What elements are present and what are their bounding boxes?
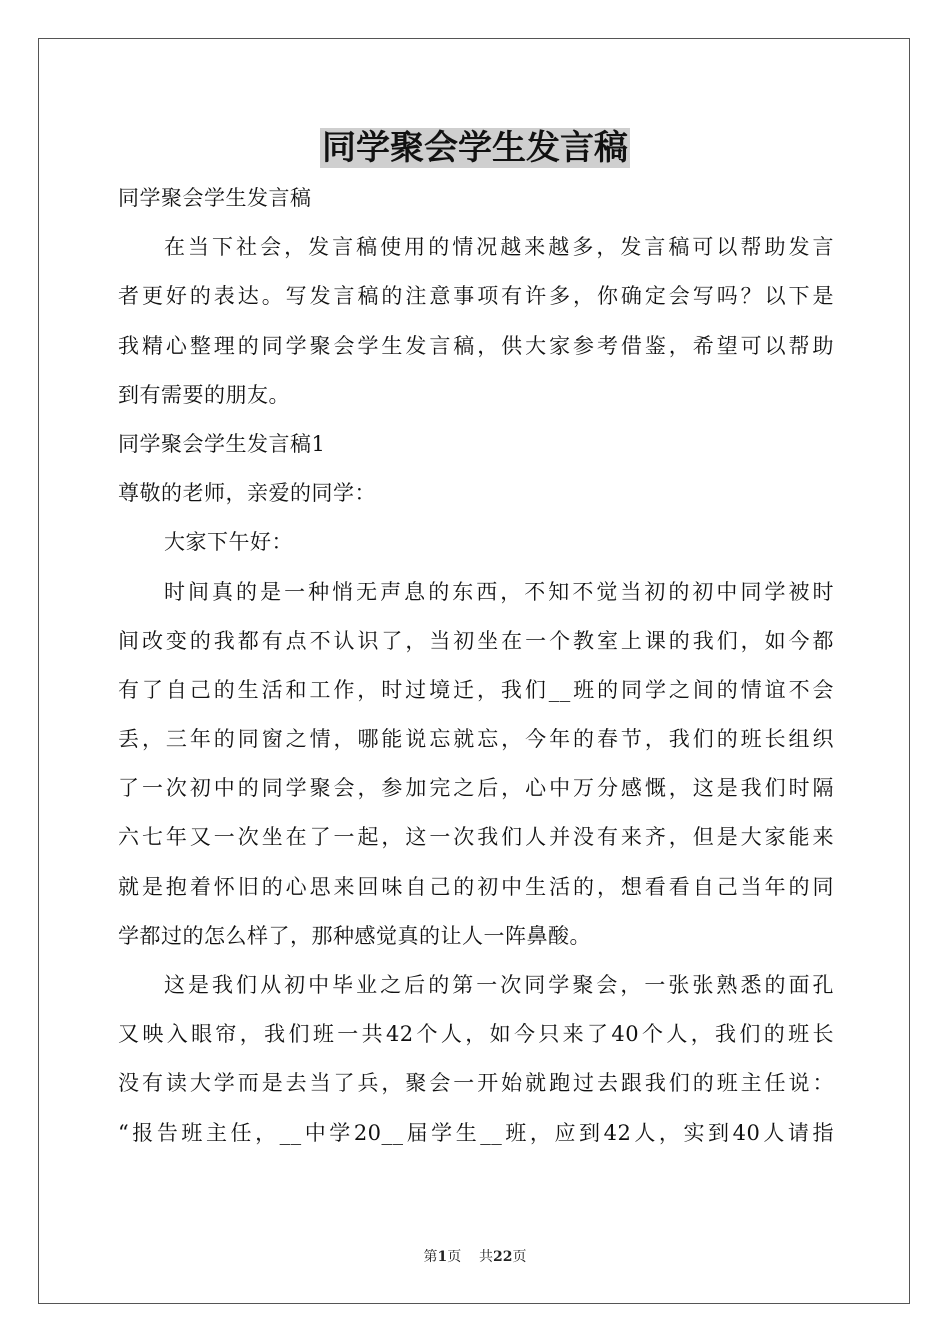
text-line: 了一次初中的同学聚会，参加完之后，心中万分感慨，这是我们时隔	[118, 776, 834, 801]
text-line: 尊敬的老师，亲爱的同学：	[118, 481, 376, 506]
footer-suffix: 页	[512, 1249, 527, 1265]
text-line: 同学聚会学生发言稿1	[118, 431, 326, 456]
text-line: 又映入眼帘，我们班一共42个人，如今只来了40个人，我们的班长	[118, 1022, 834, 1047]
text-line: 就是抱着怀旧的心思来回味自己的初中生活的，想看看自己当年的同	[118, 874, 834, 899]
text-line: 丢，三年的同窗之情，哪能说忘就忘，今年的春节，我们的班长组织	[118, 727, 834, 752]
text-line: 时间真的是一种悄无声息的东西，不知不觉当初的初中同学被时	[164, 579, 834, 604]
footer-prefix: 第	[423, 1249, 438, 1265]
text-line: 间改变的我都有点不认识了，当初坐在一个教室上课的我们，如今都	[118, 628, 834, 653]
text-line: 有了自己的生活和工作，时过境迁，我们__班的同学之间的情谊不会	[118, 677, 834, 702]
footer-total-pages: 22	[493, 1249, 513, 1265]
document-body	[118, 174, 834, 1158]
text-line: 同学聚会学生发言稿	[118, 186, 312, 210]
footer-page-number: 1	[437, 1249, 448, 1265]
text-line: 这是我们从初中毕业之后的第一次同学聚会，一张张熟悉的面孔	[164, 973, 834, 997]
footer-mid: 页 共	[447, 1249, 494, 1265]
page-footer	[0, 1247, 950, 1267]
text-line: 六七年又一次坐在了一起，这一次我们人并没有来齐，但是大家能来	[118, 825, 834, 850]
text-line: 学都过的怎么样了，那种感觉真的让人一阵鼻酸。	[118, 923, 591, 948]
text-line: 在当下社会，发言稿使用的情况越来越多，发言稿可以帮助发言	[164, 235, 834, 260]
text-line: 没有读大学而是去当了兵，聚会一开始就跑过去跟我们的班主任说：	[118, 1071, 834, 1096]
text-line: “报告班主任，__中学20__届学生__班，应到42人，实到40人请指	[118, 1120, 834, 1145]
text-line: 到有需要的朋友。	[118, 382, 290, 407]
text-line: 我精心整理的同学聚会学生发言稿，供大家参考借鉴，希望可以帮助	[118, 333, 834, 358]
document-title	[0, 124, 950, 172]
text-line: 者更好的表达。写发言稿的注意事项有许多，你确定会写吗？以下是	[118, 284, 834, 309]
text-line: 大家下午好：	[164, 530, 293, 555]
document-title-text: 同学聚会学生发言稿	[322, 128, 628, 168]
